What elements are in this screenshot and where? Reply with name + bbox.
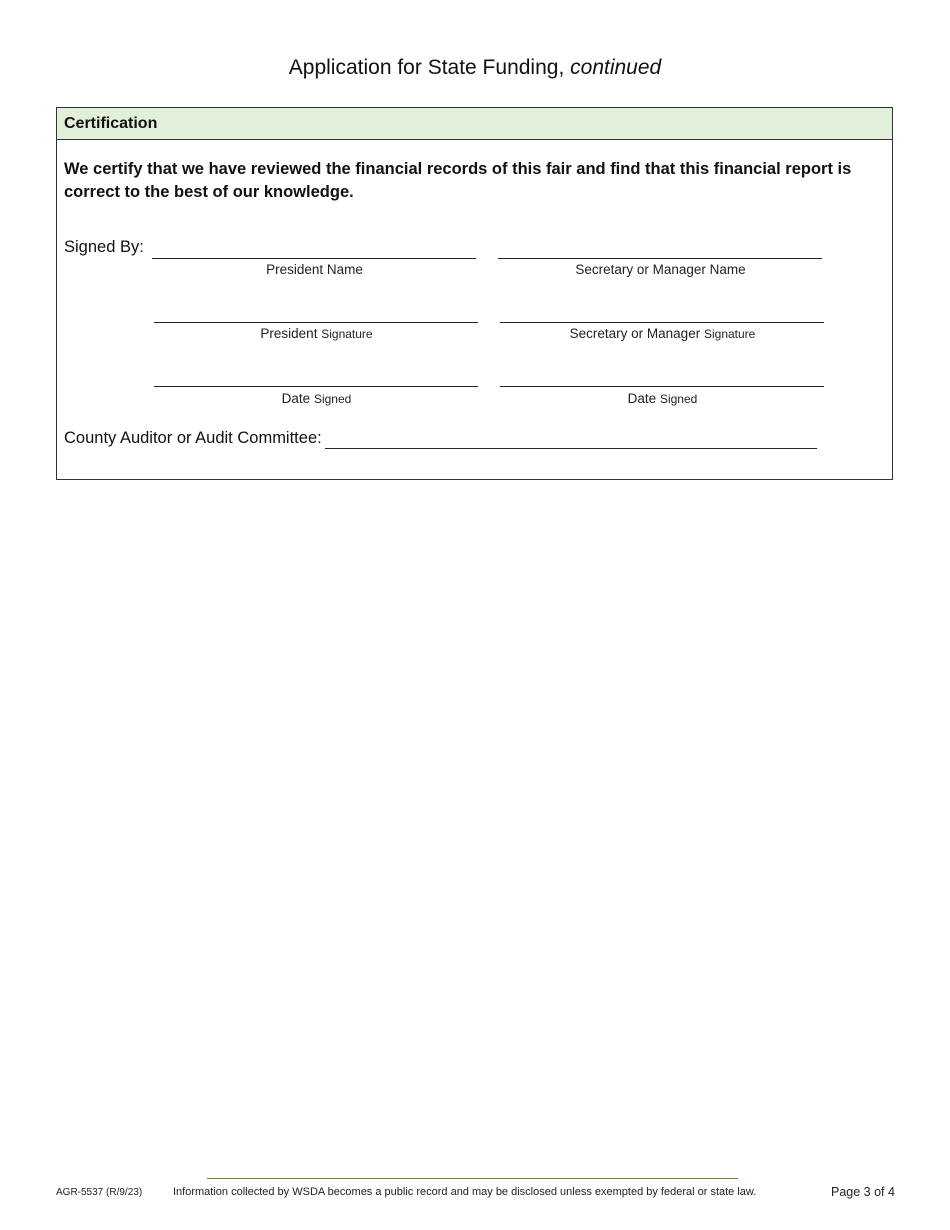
signed-by-label: Signed By: [64, 238, 144, 256]
president-signature-caption-a: President [260, 326, 318, 341]
public-record-notice: Information collected by WSDA becomes a public record and may be disclosed unless exempted by federal or state law. [173, 1186, 757, 1198]
president-signature-caption-b: Signature [321, 327, 373, 341]
page-title-continued: continued [570, 56, 662, 79]
president-name-line[interactable] [152, 258, 476, 259]
president-signature-line[interactable] [154, 322, 478, 323]
county-auditor-line[interactable] [325, 448, 817, 449]
page-title-main: Application for State Funding, [288, 56, 565, 79]
page-number: Page 3 of 4 [831, 1185, 895, 1199]
certification-statement: We certify that we have reviewed the financial records of this fair and find that this financial report is correct to the best of our knowledge. [64, 160, 852, 201]
secretary-date-caption-a: Date [627, 391, 657, 406]
secretary-signature-line[interactable] [500, 322, 824, 323]
secretary-signature-caption-b: Signature [703, 327, 756, 341]
secretary-signature-caption-a: Secretary or Manager [569, 326, 701, 341]
secretary-date-line[interactable] [500, 386, 824, 387]
county-auditor-label: County Auditor or Audit Committee: [64, 429, 322, 447]
president-date-caption-a: Date [281, 391, 311, 406]
page-title [0, 56, 950, 80]
secretary-date-caption [500, 391, 825, 406]
secretary-name-line[interactable] [498, 258, 822, 259]
president-date-caption-b: Signed [313, 392, 352, 406]
president-signature-caption [154, 326, 479, 341]
president-name-caption: President Name [266, 262, 363, 277]
certification-heading: Certification [57, 108, 892, 140]
certification-section [56, 107, 893, 480]
footer-divider [207, 1178, 738, 1179]
secretary-date-caption-b: Signed [659, 392, 698, 406]
form-number: AGR-5537 (R/9/23) [56, 1187, 143, 1198]
secretary-signature-caption [500, 326, 825, 341]
president-date-line[interactable] [154, 386, 478, 387]
president-date-caption [154, 391, 479, 406]
secretary-name-caption: Secretary or Manager Name [575, 262, 746, 277]
